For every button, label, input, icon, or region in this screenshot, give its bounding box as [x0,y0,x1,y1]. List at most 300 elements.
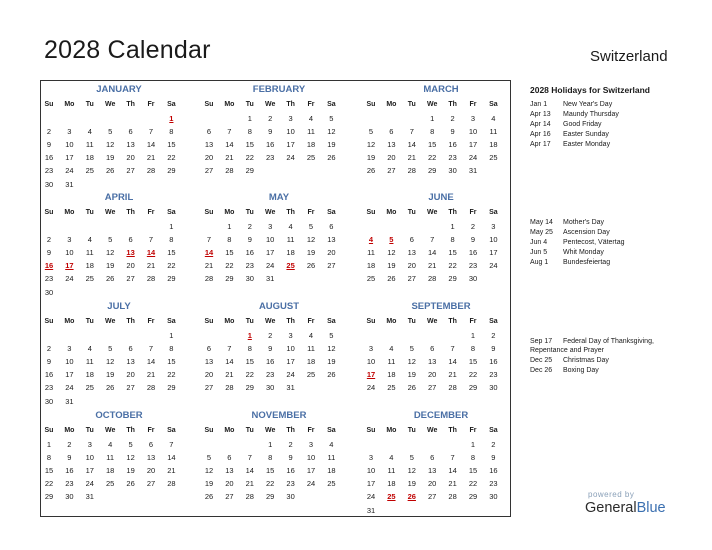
calendar-day: 21 [225,153,234,163]
holiday-name: New Year's Day [563,101,613,108]
calendar-day: 6 [128,127,133,137]
calendar-day: 8 [247,344,252,354]
calendar-day: 10 [65,140,74,150]
holiday-date-label: Apr 17 [530,141,551,148]
calendar-day: 14 [448,466,457,476]
calendar-day: 23 [266,370,275,380]
calendar-day: 24 [468,153,478,163]
weekday-label: Fr [469,427,477,434]
weekday-label: Tu [245,427,254,434]
calendar-day: 12 [327,127,336,137]
calendar-day: 5 [409,344,414,354]
calendar-day: 21 [204,261,214,271]
weekday-label: Th [286,427,295,434]
calendar-day: 3 [491,222,496,231]
calendar-day: 3 [67,235,72,245]
calendar-day: 10 [468,127,478,137]
calendar-day: 28 [428,274,437,284]
calendar-day: 29 [167,383,176,393]
calendar-day: 3 [368,344,374,354]
calendar-day: 23 [489,370,498,380]
calendar-day: 30 [489,492,498,502]
weekday-label: Su [44,427,54,434]
calendar-day: 21 [146,261,156,271]
calendar-day: 26 [387,274,396,284]
calendar-day: 8 [169,127,174,137]
holiday-date-label: Jun 4 [530,239,548,246]
calendar-day: 7 [450,344,455,354]
holiday-date: 14 [204,248,214,258]
holiday-name: Whit Monday [563,249,604,256]
calendar-day: 11 [307,344,315,354]
calendar-day: 4 [87,127,92,137]
calendar-day: 27 [126,274,135,284]
calendar-day: 17 [286,140,295,150]
calendar-day: 8 [470,344,476,354]
calendar-day: 4 [389,344,394,354]
calendar-day: 29 [448,274,457,284]
calendar-day: 7 [227,344,232,354]
weekday-label: Su [44,318,54,325]
holiday-item [530,338,654,345]
holiday-item [530,101,612,108]
calendar-day: 25 [85,166,94,176]
calendar-day: 23 [65,479,74,489]
holiday-date: 14 [146,248,156,258]
holiday-date-label: Jan 1 [530,101,548,108]
calendar-day: 11 [106,453,115,463]
calendar-day: 6 [128,344,133,354]
calendar-day: 15 [468,466,478,476]
calendar-day: 12 [106,248,115,258]
calendar-day: 1 [169,222,174,231]
calendar-day: 28 [146,166,156,176]
calendar-day: 16 [266,140,275,150]
calendar-day: 26 [106,166,115,176]
calendar-day: 21 [146,370,156,380]
calendar-day: 25 [106,479,115,489]
calendar-day: 9 [288,453,293,463]
weekday-label: Sa [167,427,176,434]
calendar-day: 12 [327,344,336,354]
calendar-day: 30 [489,383,498,393]
holiday-item [530,249,604,256]
holiday-item [530,357,609,364]
weekday-label: Tu [407,101,416,108]
calendar-day: 8 [470,453,476,463]
calendar-day: 7 [206,235,212,245]
calendar-day: 10 [266,235,275,245]
calendar-day: 8 [247,127,252,137]
holiday-item [530,367,599,374]
calendar-day: 20 [387,153,396,163]
weekday-label: Tu [245,209,254,216]
calendar-day: 2 [268,114,273,123]
holiday-name: Repentance and Prayer [530,347,604,354]
calendar-day: 25 [306,153,316,163]
calendar-day: 31 [85,492,94,502]
calendar-day: 27 [146,479,156,489]
calendar-day: 2 [288,440,293,449]
weekday-label: Sa [489,101,498,108]
calendar-day: 23 [245,261,254,271]
holiday-date-label: May 14 [530,219,553,226]
calendar-day: 13 [204,357,214,367]
calendar-day: 2 [247,222,252,231]
weekday-label: We [427,101,438,108]
calendar-day: 4 [308,114,314,123]
calendar-day: 29 [167,274,176,284]
calendar-day: 8 [430,127,435,137]
calendar-day: 6 [227,453,232,463]
calendar-day: 22 [468,370,478,380]
calendar-day: 27 [204,383,214,393]
holiday-date: 5 [389,235,394,245]
calendar-day: 28 [448,492,457,502]
calendar-day: 7 [227,127,232,137]
calendar-day: 23 [286,479,295,489]
calendar-day: 14 [407,140,416,150]
weekday-label: Sa [489,318,498,325]
calendar-day: 18 [85,153,94,163]
calendar-day: 14 [146,140,156,150]
calendar-day: 14 [225,357,234,367]
calendar-day: 26 [407,383,416,393]
calendar-day: 19 [407,479,416,489]
weekday-label: Th [126,209,135,216]
calendar-day: 8 [227,235,232,245]
calendar-day: 19 [387,261,396,271]
calendar-day: 22 [468,479,478,489]
calendar-day: 18 [306,357,316,367]
calendar-day: 5 [329,331,334,340]
calendar-day: 17 [286,357,295,367]
month-name: SEPTEMBER [411,301,471,312]
calendar-day: 21 [245,479,254,489]
calendar-day: 28 [204,274,214,284]
weekday-label: Th [448,427,457,434]
calendar-day: 20 [204,153,214,163]
weekday-label: Tu [245,318,254,325]
holiday-name: Pentecost, Vätertag [563,239,625,246]
weekday-label: Sa [327,318,336,325]
calendar-day: 7 [450,453,455,463]
calendar-day: 23 [468,261,478,271]
weekday-label: Mo [64,318,75,325]
calendar-day: 10 [366,466,376,476]
calendar-day: 30 [286,492,295,502]
calendar-day: 18 [327,466,336,476]
calendar-day: 1 [46,440,52,449]
month-name: DECEMBER [413,410,469,421]
holiday-item [530,239,624,246]
weekday-label: Sa [327,209,336,216]
calendar-day: 28 [146,274,156,284]
weekday-label: Sa [167,318,176,325]
calendar-day: 4 [389,453,394,463]
calendar-day: 17 [306,466,316,476]
calendar-day: 4 [491,114,496,123]
calendar-day: 17 [65,370,74,380]
calendar-day: 30 [44,179,54,189]
weekday-label: Mo [64,427,75,434]
calendar-day: 27 [327,261,336,271]
weekday-label: Fr [147,427,155,434]
calendar-day: 20 [146,466,156,476]
calendar-day: 27 [428,492,437,502]
calendar-day: 4 [288,222,293,231]
calendar-day: 31 [366,505,376,515]
calendar-day: 22 [448,261,457,271]
weekday-label: Mo [224,101,235,108]
weekday-label: Mo [64,101,75,108]
calendar-day: 20 [407,261,416,271]
calendar-day: 1 [470,440,476,449]
calendar-day: 19 [327,140,336,150]
weekday-label: Tu [407,209,416,216]
calendar-day: 17 [85,466,94,476]
holiday-date-label: Apr 16 [530,131,551,138]
calendar-day: 11 [387,357,396,367]
calendar-day: 27 [204,166,214,176]
calendar-day: 12 [366,140,376,150]
holiday-item [530,141,610,148]
weekday-label: Su [44,209,54,216]
holiday-item [530,121,602,128]
brand-blue: Blue [636,500,666,516]
calendar-day: 7 [430,235,435,245]
calendar-day: 18 [106,466,115,476]
calendar-day: 7 [148,344,154,354]
calendar-day: 25 [85,274,94,284]
holiday-date: 26 [407,492,416,502]
calendar-day: 13 [407,248,416,258]
calendar-day: 28 [225,166,234,176]
holidays-title: 2028 Holidays for Switzerland [530,85,650,95]
page-title: 2028 Calendar [44,36,211,64]
weekday-label: We [265,101,276,108]
calendar-day: 12 [407,466,416,476]
calendar-day: 16 [448,140,457,150]
calendar-day: 6 [128,235,133,245]
calendar-day: 9 [450,127,455,137]
holiday-name: Christmas Day [563,357,609,364]
calendar-day: 11 [327,453,336,463]
weekday-label: Sa [489,209,498,216]
calendar-day: 22 [428,153,437,163]
weekday-label: Mo [386,101,397,108]
weekday-label: Mo [386,427,397,434]
calendar-day: 19 [106,153,115,163]
calendar-day: 24 [286,370,295,380]
calendar-day: 30 [448,166,457,176]
weekday-label: Th [286,318,295,325]
calendar-day: 5 [108,235,113,245]
calendar-day: 19 [204,479,214,489]
calendar-day: 28 [146,383,156,393]
calendar-day: 2 [470,222,476,231]
holiday-item [530,229,610,236]
holiday-name: Good Friday [563,121,602,128]
weekday-label: Sa [167,101,176,108]
calendar-day: 20 [204,370,214,380]
calendar-day: 9 [268,127,273,137]
calendar-day: 25 [327,479,336,489]
calendar-day: 28 [225,383,234,393]
calendar-day: 29 [266,492,275,502]
calendar-day: 15 [44,466,54,476]
calendar-day: 20 [126,370,135,380]
calendar-day: 26 [306,261,316,271]
calendar-day: 11 [489,127,498,137]
calendar-day: 11 [307,127,315,137]
holiday-date: 17 [65,261,74,271]
holiday-name: Mother's Day [563,219,605,226]
weekday-label: Tu [85,101,94,108]
calendar-day: 9 [67,453,72,463]
calendar-day: 13 [126,357,135,367]
calendar-day: 4 [108,440,113,449]
calendar-day: 4 [308,331,314,340]
holiday-date-label: Aug 1 [530,259,549,266]
calendar-day: 30 [468,274,478,284]
calendar-day: 10 [366,357,376,367]
country-label: Switzerland [590,48,668,65]
calendar-day: 22 [167,261,176,271]
calendar-day: 15 [225,248,234,258]
weekday-label: We [105,318,116,325]
calendar-day: 3 [308,440,314,449]
calendar-day: 26 [327,153,336,163]
calendar-day: 12 [387,248,396,258]
calendar-day: 20 [126,153,135,163]
calendar-day: 7 [409,127,414,137]
calendar-day: 19 [366,153,376,163]
calendar-day: 1 [430,114,435,123]
calendar-day: 15 [468,357,478,367]
holiday-date: 13 [126,248,135,258]
weekday-label: Tu [245,101,254,108]
calendar-day: 10 [286,127,295,137]
calendar-day: 5 [308,222,314,231]
calendar-day: 22 [245,153,254,163]
calendar-day: 23 [44,383,54,393]
calendar-day: 19 [106,261,115,271]
calendar-day: 8 [169,235,174,245]
calendar-day: 23 [489,479,498,489]
calendar-day: 20 [428,479,437,489]
calendar-day: 23 [266,153,275,163]
calendar-day: 16 [44,370,54,380]
calendar-day: 17 [468,140,478,150]
month-name: NOVEMBER [251,410,307,421]
calendar-day: 24 [306,479,316,489]
calendar-day: 15 [167,140,176,150]
calendar-day: 8 [268,453,273,463]
weekday-label: Fr [469,318,477,325]
calendar-day: 25 [366,274,376,284]
weekday-label: Mo [224,318,235,325]
calendar-day: 24 [366,383,376,393]
weekday-label: Sa [327,101,336,108]
holiday-item [530,259,610,266]
calendar-day: 14 [245,466,254,476]
calendar-day: 18 [85,370,94,380]
calendar-day: 5 [108,344,113,354]
weekday-label: We [265,427,276,434]
calendar-day: 10 [85,453,94,463]
calendar-day: 18 [387,370,396,380]
calendar-day: 25 [489,153,498,163]
calendar-day: 3 [368,453,374,463]
calendar-day: 24 [85,479,94,489]
calendar-day: 27 [428,383,437,393]
calendar-day: 13 [204,140,214,150]
calendar-day: 19 [407,370,416,380]
calendar-day: 5 [368,127,374,137]
brand-general: General [585,500,637,516]
month-name: JANUARY [96,84,142,95]
calendar-day: 13 [126,140,135,150]
calendar-day: 1 [470,331,476,340]
holiday-date: 1 [169,114,174,123]
calendar-day: 12 [204,466,214,476]
holiday-date: 25 [286,261,295,271]
calendar-day: 10 [65,357,74,367]
weekday-label: Su [366,318,376,325]
calendar-day: 3 [470,114,476,123]
calendar-day: 8 [46,453,52,463]
calendar-day: 2 [491,331,496,340]
weekday-label: We [427,427,438,434]
calendar-day: 24 [266,261,275,271]
calendar-day: 26 [327,370,336,380]
calendar-day: 26 [366,166,376,176]
calendar-day: 2 [67,440,72,449]
weekday-label: Mo [224,427,235,434]
calendar-day: 29 [44,492,54,502]
calendar-day: 12 [106,140,115,150]
weekday-label: Su [204,209,214,216]
calendar-day: 20 [126,261,135,271]
holiday-date-label: Apr 14 [530,121,551,128]
calendar-day: 15 [428,140,437,150]
weekday-label: Fr [469,101,477,108]
calendar-day: 26 [204,492,214,502]
calendar-day: 16 [286,466,295,476]
weekday-label: We [427,209,438,216]
calendar-day: 6 [409,235,414,245]
calendar-day: 30 [44,287,54,297]
calendar-day: 13 [146,453,156,463]
calendar-day: 15 [266,466,275,476]
calendar-day: 27 [387,166,396,176]
calendar-day: 21 [225,370,234,380]
calendar-day: 10 [306,453,316,463]
calendar-day: 13 [428,357,437,367]
month-name: JULY [107,301,131,312]
calendar-day: 31 [468,166,478,176]
holiday-date: 1 [247,331,252,340]
calendar-day: 13 [387,140,396,150]
calendar-day: 14 [167,453,176,463]
calendar-day: 11 [85,248,94,258]
calendar-day: 24 [489,261,498,271]
calendar-day: 18 [387,479,396,489]
weekday-label: Sa [489,427,498,434]
calendar-day: 22 [245,370,254,380]
calendar-day: 24 [65,383,74,393]
